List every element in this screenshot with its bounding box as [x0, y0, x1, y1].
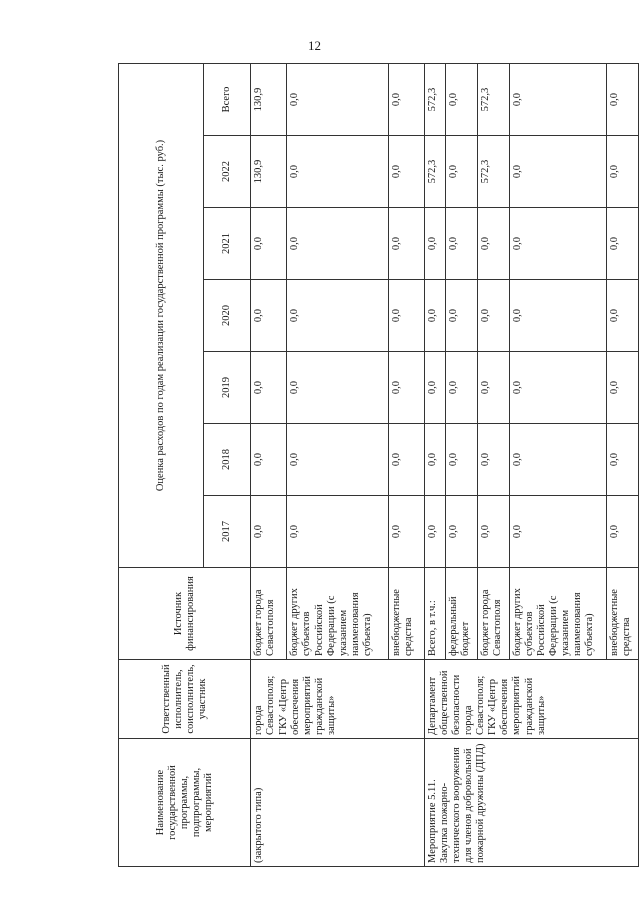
value-cell: 572,3: [425, 136, 446, 208]
source-cell: бюджет города Севастополя: [251, 568, 287, 660]
value-cell: 0,0: [389, 136, 425, 208]
header-source: Источник финансирования: [119, 568, 251, 660]
value-cell: 0,0: [446, 280, 478, 352]
value-cell: 0,0: [477, 352, 509, 424]
value-cell: 0,0: [446, 352, 478, 424]
value-cell: 0,0: [607, 280, 639, 352]
year-2021: 2021: [203, 208, 251, 280]
value-cell: 0,0: [607, 424, 639, 496]
value-cell: 0,0: [389, 496, 425, 568]
value-cell: 0,0: [425, 496, 446, 568]
value-cell: 572,3: [425, 63, 446, 135]
value-cell: 0,0: [607, 496, 639, 568]
header-responsible: Ответственный исполнитель, соисполнитель, участник: [119, 660, 251, 739]
value-cell: 0,0: [477, 496, 509, 568]
page-number: 12: [308, 38, 321, 53]
value-cell: 0,0: [607, 352, 639, 424]
value-cell: 0,0: [446, 136, 478, 208]
value-cell: 0,0: [509, 136, 606, 208]
value-cell: 0,0: [509, 496, 606, 568]
value-cell: 0,0: [509, 208, 606, 280]
responsible-cell: города Севастополя; ГКУ «Центр обеспечения мероприятий гражданской защиты»: [251, 660, 425, 739]
value-cell: 0,0: [607, 136, 639, 208]
value-cell: 0,0: [446, 424, 478, 496]
value-cell: 0,0: [251, 496, 287, 568]
value-cell: 0,0: [389, 424, 425, 496]
value-cell: 0,0: [477, 424, 509, 496]
source-cell: внебюджетные средства: [389, 568, 425, 660]
source-cell: бюджет других субъектов Российской Федерации (с указанием наименования субъекта): [509, 568, 606, 660]
value-cell: 0,0: [477, 208, 509, 280]
value-cell: 0,0: [389, 208, 425, 280]
value-cell: 0,0: [251, 280, 287, 352]
header-name: Наименование государственной программы, подпрограммы, мероприятий: [119, 739, 251, 867]
year-2020: 2020: [203, 280, 251, 352]
responsible-cell: Департамент общественной безопасности города Севастополя; ГКУ «Центр обеспечения мероприятий гражданской защиты»: [425, 660, 639, 739]
value-cell: 0,0: [425, 280, 446, 352]
year-2019: 2019: [203, 352, 251, 424]
source-cell: бюджет города Севастополя: [477, 568, 509, 660]
value-cell: 0,0: [607, 63, 639, 135]
program-name-cell: Мероприятие 5.11. Закупка пожарно-технического вооружения для членов добровольной пожарной дружины (ДПД): [425, 739, 639, 867]
value-cell: 572,3: [477, 136, 509, 208]
value-cell: 0,0: [287, 280, 389, 352]
budget-table: [118, 63, 639, 867]
value-cell: 0,0: [446, 208, 478, 280]
value-cell: 0,0: [251, 424, 287, 496]
year-2022: 2022: [203, 136, 251, 208]
year-2017: 2017: [203, 496, 251, 568]
value-cell: 0,0: [389, 63, 425, 135]
value-cell: 0,0: [509, 63, 606, 135]
program-name-cell: (закрытого типа): [251, 739, 425, 867]
value-cell: 0,0: [287, 424, 389, 496]
source-cell: федеральный бюджет: [446, 568, 478, 660]
value-cell: 0,0: [425, 352, 446, 424]
source-cell: Всего, в т.ч.:: [425, 568, 446, 660]
value-cell: 0,0: [287, 136, 389, 208]
rotated-table-page: [118, 64, 639, 867]
value-cell: 0,0: [287, 63, 389, 135]
value-cell: 0,0: [509, 352, 606, 424]
value-cell: 0,0: [287, 352, 389, 424]
value-cell: 0,0: [287, 208, 389, 280]
table-row: [251, 63, 287, 866]
value-cell: 0,0: [287, 496, 389, 568]
value-cell: 0,0: [251, 208, 287, 280]
value-cell: 0,0: [477, 280, 509, 352]
year-2018: 2018: [203, 424, 251, 496]
year-total: Всего: [203, 63, 251, 135]
value-cell: 0,0: [446, 63, 478, 135]
value-cell: 0,0: [425, 424, 446, 496]
value-cell: 572,3: [477, 63, 509, 135]
header-row-1: [119, 63, 204, 866]
value-cell: 130,9: [251, 136, 287, 208]
value-cell: 0,0: [425, 208, 446, 280]
value-cell: 130,9: [251, 63, 287, 135]
source-cell: внебюджетные средства: [607, 568, 639, 660]
value-cell: 0,0: [389, 280, 425, 352]
source-cell: бюджет других субъектов Российской Федерации (с указанием наименования субъекта): [287, 568, 389, 660]
value-cell: 0,0: [607, 208, 639, 280]
value-cell: 0,0: [509, 424, 606, 496]
table-row: [425, 63, 446, 866]
value-cell: 0,0: [446, 496, 478, 568]
header-estimate-title: Оценка расходов по годам реализации государственной программы (тыс. руб.): [119, 63, 204, 567]
value-cell: 0,0: [251, 352, 287, 424]
value-cell: 0,0: [389, 352, 425, 424]
value-cell: 0,0: [509, 280, 606, 352]
